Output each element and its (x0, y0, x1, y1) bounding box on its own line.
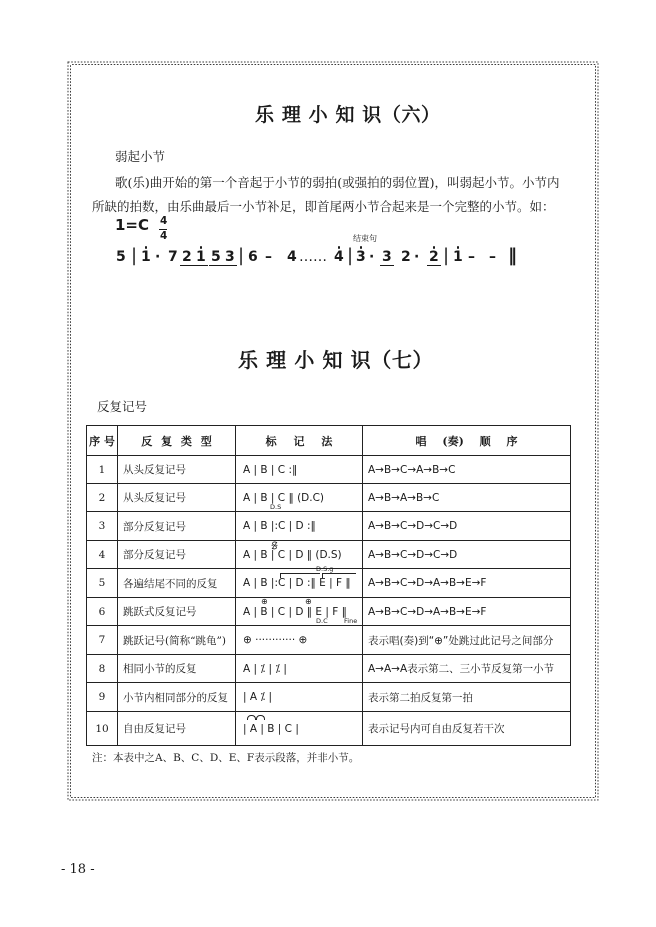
notation: | A ⁒ | (236, 683, 363, 712)
table-row (87, 655, 571, 683)
dot-extension: · (369, 249, 375, 265)
second-ending-bracket (322, 573, 356, 574)
performance-order: A→B→C→D→A→B→E→F (363, 569, 571, 598)
table-footnote: 注：本表中之A、B、C、D、E、F表示段落，并非小节。 (92, 752, 360, 764)
row-number: 3 (87, 512, 118, 541)
notation (236, 484, 363, 512)
section6-title: 乐 理 小 知 识（六） (255, 104, 441, 126)
row-number: 10 (87, 712, 118, 746)
melody-notation (0, 245, 600, 270)
ellipsis: …… (299, 249, 327, 265)
notation-below-mark: D.C (316, 617, 328, 625)
note: 2 (429, 249, 439, 265)
performance-order: 表示记号内可自由反复若干次 (363, 712, 571, 746)
note: 3 (382, 249, 392, 265)
coda-icon: ⊕ (261, 597, 268, 606)
notation (236, 598, 363, 626)
segno-icon (271, 541, 278, 550)
repeat-type: 跳跃记号(简称“跳龟”) (118, 626, 236, 655)
section7-title: 乐 理 小 知 识（七） (238, 348, 434, 372)
notation (236, 712, 363, 746)
table-row (87, 484, 571, 512)
repeat-type: 部分反复记号 (118, 541, 236, 569)
repeat-type: 小节内相同部分的反复 (118, 683, 236, 712)
note: 5 (116, 249, 126, 265)
note: 1 (196, 249, 206, 265)
section7-heading: 反复记号 (97, 399, 148, 414)
table-row (87, 598, 571, 626)
notation: A | ⁒ | ⁒ | (236, 655, 363, 683)
notation-text: A | B | C | D ‖ E | F ‖ (243, 605, 347, 618)
notation-below-mark: D.S (270, 503, 282, 511)
note: 7 (168, 249, 178, 265)
table-row (87, 569, 571, 598)
barline: | (131, 245, 138, 266)
first-ending-bracket (280, 573, 320, 574)
dot-extension: · (414, 249, 420, 265)
repeat-signs-table (86, 425, 571, 746)
repeat-type: 从头反复记号 (118, 456, 236, 484)
row-number: 6 (87, 598, 118, 626)
coda-icon: ⊕ (305, 597, 312, 606)
free-repeat-mark (247, 715, 256, 720)
row-number: 1 (87, 456, 118, 484)
table-row (87, 512, 571, 541)
repeat-type: 相同小节的反复 (118, 655, 236, 683)
performance-order: 表示第二拍反复第一拍 (363, 683, 571, 712)
table-header-row (87, 426, 571, 456)
key-signature: 1=C (115, 216, 150, 234)
notation: A | B | C :‖ (236, 456, 363, 484)
dash: – (468, 249, 475, 265)
notation-text: A | B |:C | D :‖ E | F ‖ (243, 577, 351, 589)
repeat-type: 各遍结尾不同的反复 (118, 569, 236, 598)
row-number: 7 (87, 626, 118, 655)
row-number: 9 (87, 683, 118, 712)
note: 6 (248, 249, 258, 265)
repeat-type: 跳跃式反复记号 (118, 598, 236, 626)
performance-order: A→B→A→B→C (363, 484, 571, 512)
barline: | (347, 245, 354, 266)
row-number: 4 (87, 541, 118, 569)
barline: | (238, 245, 245, 266)
table-row (87, 683, 571, 712)
notation-text: A | B | C ‖ (D.C) (243, 491, 325, 504)
ending-phrase-label: 结束句 (353, 234, 377, 243)
repeat-type: 从头反复记号 (118, 484, 236, 512)
note: 1 (141, 249, 151, 265)
final-barline: ‖ (508, 245, 517, 266)
header-number: 序 号 (87, 426, 118, 456)
row-number: 5 (87, 569, 118, 598)
dash: – (265, 249, 272, 265)
note: 5 (211, 249, 221, 265)
note: 1 (453, 249, 463, 265)
notation: A | B |:C | D :‖ (236, 512, 363, 541)
header-notation: 标 记 法 (236, 426, 363, 456)
barline: | (443, 245, 450, 266)
notation: ⊕ ············ ⊕ (236, 626, 363, 655)
section6-heading: 弱起小节 (115, 149, 166, 164)
dash: – (489, 249, 496, 265)
dot-extension: · (155, 249, 161, 265)
notation-text: | A | B | C | (243, 722, 299, 735)
note: 3 (225, 249, 235, 265)
performance-order: A→B→C→D→A→B→E→F (363, 598, 571, 626)
performance-order: A→A→A表示第二、三小节反复第一小节 (363, 655, 571, 683)
note: 2 (401, 249, 411, 265)
performance-order: 表示唱(奏)到“⊕”处跳过此记号之间部分 (363, 626, 571, 655)
note: 3 (356, 249, 366, 265)
repeat-type: 部分反复记号 (118, 512, 236, 541)
note: 4 (334, 249, 344, 265)
notation-text: A | B | C | D ‖ (D.S) (243, 548, 342, 561)
table-row (87, 712, 571, 746)
note: 4 (287, 249, 297, 265)
header-order: 唱 (奏) 顺 序 (363, 426, 571, 456)
performance-order: A→B→C→D→C→D (363, 512, 571, 541)
note: 2 (182, 249, 192, 265)
paragraph-line-1: 歌(乐)曲开始的第一个音起于小节的弱拍(或强拍的弱位置)，叫弱起小节。小节内 (115, 175, 560, 190)
header-repeat-type: 反 复 类 型 (118, 426, 236, 456)
page-number: - 18 - (61, 862, 95, 877)
notation-below-mark: Fine (344, 617, 358, 625)
performance-order: A→B→C→A→B→C (363, 456, 571, 484)
notation-above-mark: D.S.g (316, 565, 334, 573)
notation (236, 565, 363, 598)
row-number: 2 (87, 484, 118, 512)
paragraph-line-2: 所缺的拍数，由乐曲最后一小节补足，即首尾两小节合起来是一个完整的小节。如： (92, 199, 555, 214)
repeat-type: 自由反复记号 (118, 712, 236, 746)
row-number: 8 (87, 655, 118, 683)
performance-order: A→B→C→D→C→D (363, 541, 571, 569)
notation (236, 541, 363, 569)
time-signature-top: 4 (160, 215, 168, 227)
table-row (87, 626, 571, 655)
time-signature-bottom: 4 (160, 230, 168, 242)
table-row (87, 456, 571, 484)
free-repeat-mark (256, 715, 265, 720)
